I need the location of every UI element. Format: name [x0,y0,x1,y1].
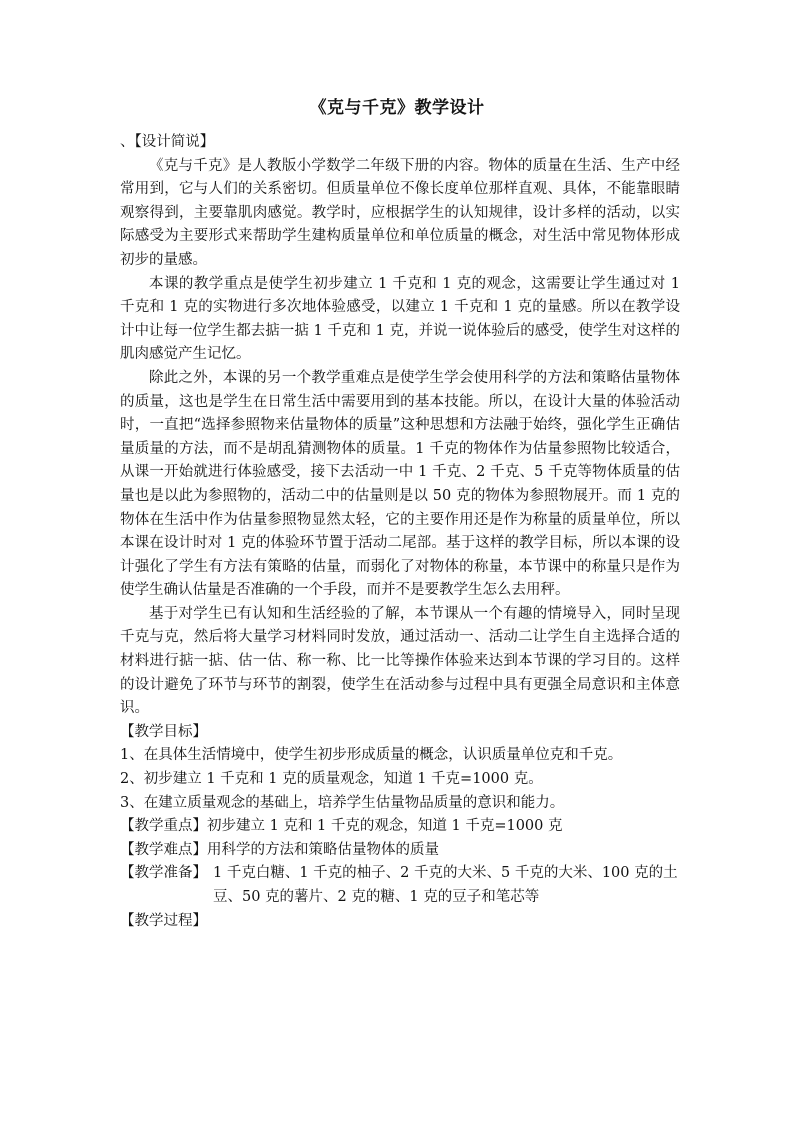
objective-item-2: 2、初步建立 1 千克和 1 克的质量观念，知道 1 千克=1000 克。 [120,771,543,788]
design-intro-paragraph-1: 《克与千克》是人教版小学数学二年级下册的内容。物体的质量在生活、生产中经常用到，它与人们的关系密切。但质量单位不像长度单位那样直观、具体，不能靠眼睛观察得到，主要靠肌肉感觉。教学时，应根据学生的认知规律，设计多样的活动，以实际感受为主要形式来帮助学生建构质量单位和单位质量的概念，对生活中常见物体形成初步的量感。 [120,157,680,268]
key-point-text: 初步建立 1 克和 1 千克的观念，知道 1 千克=1000 克 [207,818,563,835]
preparation-block [120,862,680,909]
objective-item-1: 1、在具体生活情境中，使学生初步形成质量的概念，认识质量单位克和千克。 [120,747,623,764]
key-point-heading: 【教学重点】 [120,818,207,835]
preparation-text: 1 千克白糖、1 千克的柚子、2 千克的大米、5 千克的大米、100 克的土豆、50 克的薯片、2 克的糖、1 克的豆子和笔芯等 [213,865,678,905]
objective-item-3: 3、在建立质量观念的基础上，培养学生估量物品质量的意识和能力。 [120,794,565,811]
document-body [120,131,680,933]
key-point-line [120,815,680,839]
process-heading: 【教学过程】 [120,912,207,929]
difficulty-text: 用科学的方法和策略估量物体的质量 [207,841,439,858]
design-intro-heading: 、【设计简说】 [120,134,215,150]
document-title: 《克与千克》教学设计 [309,98,485,118]
design-intro-paragraph-4: 基于对学生已有认知和生活经验的了解，本节课从一个有趣的情境导入，同时呈现千克与克，然后将大量学习材料同时发放，通过活动一、活动二让学生自主选择合适的材料进行掂一掂、估一估、称一称、比一比等操作体验来达到本节课的学习目的。这样的设计避免了环节与环节的割裂，使学生在活动参与过程中具有更强全局意识和主体意识。 [120,605,680,717]
objectives-heading: 【教学目标】 [120,723,207,740]
difficulty-line [120,839,680,863]
difficulty-heading: 【教学难点】 [120,841,207,858]
preparation-heading: 【教学准备】 [120,865,207,882]
design-intro-paragraph-3: 除此之外，本课的另一个教学重难点是使学生学会使用科学的方法和策略估量物体的质量，这也是学生在日常生活中需要用到的基本技能。所以，在设计大量的体验活动时，一直把“选择参照物来估量物体的质量”这种思想和方法融于始终，强化学生正确估量质量的方法，而不是胡乱猜测物体的质量。1 千克的物体作为估量参照物比较适合，从课一开始就进行体验感受，接下去活动一中 1 千克、2 千克、5 千克等物体质量的估量也是以此为参照物的，活动二中的估量则是以 50 克的物体为参照物展开。而 1 克的物体在生活中作为估量参照物显然太轻，它的主要作用还是作为称量的质量单位，所以本课在设计时对 1 克的体验环节置于活动二尾部。基于这样的教学目标，所以本课的设计强化了学生有方法有策略的估量，而弱化了对物体的称量，本节课中的称量只是作为使学生确认估量是否准确的一个手段，而并不是要教学生怎么去用秤。 [120,369,680,599]
design-intro-paragraph-2: 本课的教学重点是使学生初步建立 1 千克和 1 克的观念，这需要让学生通过对 1 千克和 1 克的实物进行多次地体验感受，以建立 1 千克和 1 克的量感。所以在教学设计中让每一位学生都去掂一掂 1 千克和 1 克，并说一说体验后的感受，使学生对这样的肌肉感觉产生记忆。 [120,275,680,363]
